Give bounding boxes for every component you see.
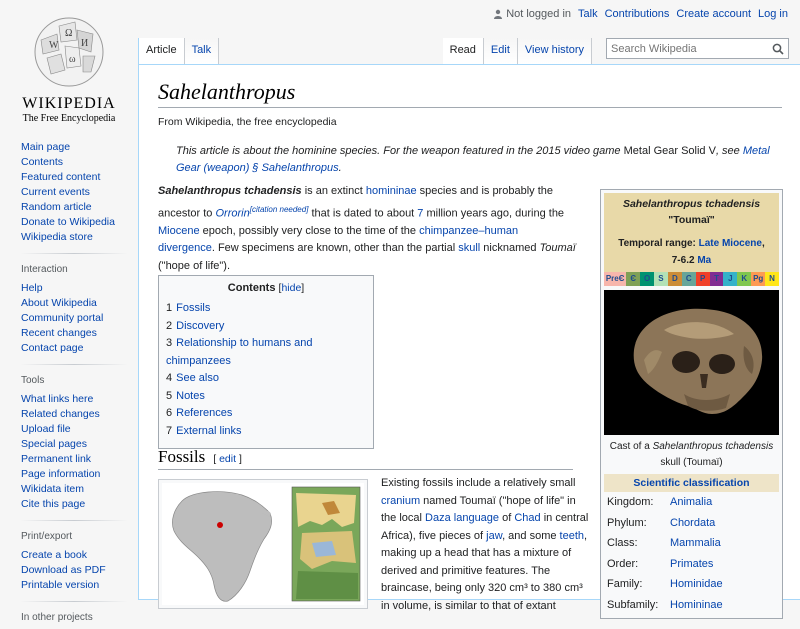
sidebar-item-random-article[interactable]: Random article xyxy=(21,201,92,213)
taxonomy-row xyxy=(604,513,779,534)
link-divergence[interactable]: chimpanzee–human divergence xyxy=(158,224,519,255)
sidebar-item-store[interactable]: Wikipedia store xyxy=(21,231,93,243)
personal-tools xyxy=(493,8,788,20)
geologic-timeline xyxy=(604,272,779,286)
hatnote-text: , see xyxy=(715,145,743,157)
talk-link[interactable]: Talk xyxy=(578,8,598,20)
sidebar-print-list xyxy=(0,548,138,593)
sidebar-item-permanent-link[interactable]: Permanent link xyxy=(21,453,92,465)
toc-item[interactable] xyxy=(166,318,366,336)
toc-link-see-also[interactable]: See also xyxy=(176,372,219,384)
svg-text:И: И xyxy=(81,38,89,49)
skull-cast-image[interactable] xyxy=(604,290,779,435)
sidebar-heading-tools: Tools xyxy=(21,375,45,386)
sidebar-item-cite-this-page[interactable]: Cite this page xyxy=(21,498,86,510)
sidebar-item-main-page[interactable]: Main page xyxy=(21,141,71,153)
svg-text:W: W xyxy=(49,40,59,51)
toc-number: 6 xyxy=(166,407,173,419)
fossils-text: in central Africa), five pieces of xyxy=(381,512,589,542)
view-tabs xyxy=(443,38,592,64)
toc-link-relationship[interactable]: Relationship to humans and chimpanzees xyxy=(166,337,313,367)
taxonomy-rank: Kingdom: xyxy=(607,496,654,509)
sidebar-heading-interaction: Interaction xyxy=(21,264,68,275)
sidebar-item-related-changes[interactable]: Related changes xyxy=(21,408,100,420)
timeline-carboniferous[interactable]: C xyxy=(682,272,696,286)
taxonomy-value-link[interactable]: Primates xyxy=(670,557,714,570)
tab-article[interactable]: Article xyxy=(138,38,185,64)
fossils-text: , and some xyxy=(502,529,560,542)
fossils-text: named Toumaï ("hope of life" in the local xyxy=(381,494,576,524)
toc-item[interactable] xyxy=(166,300,366,318)
infobox-species: Sahelanthropus tchadensis xyxy=(622,198,761,210)
sidebar-tools-list xyxy=(0,392,138,512)
sidebar-item-wikidata-item[interactable]: Wikidata item xyxy=(21,483,85,495)
site-subtitle: From Wikipedia, the free encyclopedia xyxy=(158,116,337,128)
toc-link-references[interactable]: References xyxy=(176,407,233,419)
late-miocene-link[interactable]: Late Miocene xyxy=(698,238,762,249)
lead-text: that is dated to about xyxy=(308,207,418,220)
tagline: The Free Encyclopedia xyxy=(22,113,116,124)
sidebar-heading-other-projects: In other projects xyxy=(21,612,93,623)
caption-text: Cast of a xyxy=(609,441,653,452)
create-account-link[interactable]: Create account xyxy=(676,8,752,20)
tab-edit[interactable]: Edit xyxy=(484,38,518,64)
contributions-link[interactable]: Contributions xyxy=(604,8,670,20)
image-caption xyxy=(604,435,779,474)
toc-number: 2 xyxy=(166,319,173,332)
africa-map-image xyxy=(162,483,364,605)
timeline-cambrian[interactable]: Є xyxy=(626,272,640,286)
timeline-jurassic[interactable]: J xyxy=(723,272,737,286)
temporal-range-value: 7-6.2 xyxy=(671,255,698,266)
sidebar-item-what-links-here[interactable]: What links here xyxy=(21,393,94,405)
toc-title-row: Contents [hide] xyxy=(227,282,305,294)
toc-hide-toggle[interactable]: hide xyxy=(281,282,302,294)
toumai-name: Toumaï xyxy=(539,242,576,255)
lead-text: nicknamed xyxy=(480,242,540,255)
temporal-range-label: Temporal range: xyxy=(618,238,699,249)
taxonomy-row xyxy=(604,492,779,513)
section-edit-link[interactable]: edit xyxy=(219,453,237,465)
toc-link-discovery[interactable]: Discovery xyxy=(176,319,225,332)
taxonomy-table xyxy=(604,492,779,615)
hatnote xyxy=(176,143,782,177)
scientific-classification-header[interactable] xyxy=(604,474,779,492)
sidebar-item-create-book[interactable]: Create a book xyxy=(21,549,87,561)
fossils-paragraph xyxy=(381,475,589,615)
taxonomy-rank: Family: xyxy=(607,578,643,591)
page-title: Sahelanthropus xyxy=(158,79,782,108)
timeline-triassic[interactable]: T xyxy=(710,272,724,286)
sidebar-item-contact[interactable]: Contact page xyxy=(21,342,84,354)
tab-talk[interactable]: Talk xyxy=(185,38,220,64)
tab-view-history[interactable]: View history xyxy=(518,38,592,64)
sidebar-main-list xyxy=(0,140,138,245)
search-icon[interactable] xyxy=(772,43,784,55)
taxonomy-value-link[interactable]: Hominidae xyxy=(670,578,723,591)
toc-link-external-links[interactable]: External links xyxy=(176,424,242,437)
toc-number: 7 xyxy=(166,424,173,437)
link-orrorin[interactable]: Orrorin xyxy=(215,207,250,220)
sidebar-item-recent-changes[interactable]: Recent changes xyxy=(21,327,97,339)
sidebar-interaction-list xyxy=(0,281,138,356)
sidebar-item-about[interactable]: About Wikipedia xyxy=(21,297,97,309)
hatnote-link[interactable]: Metal Gear (weapon) § Sahelanthropus xyxy=(176,145,770,174)
lead-paragraph xyxy=(158,183,578,275)
fossils-text: , making up a head that has a mixture of derived and primitive features. The braincase, being only 320 cm³ to 380 cm³ in volume, is similar to that of extant xyxy=(381,529,588,612)
lead-text: epoch, possibly very close to the time of the xyxy=(199,224,420,237)
wordmark: WIKIPEDIA xyxy=(22,95,116,112)
user-icon xyxy=(493,9,503,19)
link-cranium[interactable]: cranium xyxy=(381,494,421,507)
sidebar-item-printable-version[interactable]: Printable version xyxy=(21,579,100,591)
link-7[interactable]: 7 xyxy=(417,207,424,220)
link-jaw[interactable]: jaw xyxy=(486,529,503,542)
sidebar xyxy=(0,140,138,629)
toc-number: 3 xyxy=(166,337,173,349)
scientific-classification-link[interactable]: Scientific classification xyxy=(633,477,750,489)
timeline-devonian[interactable]: D xyxy=(668,272,682,286)
namespace-tabs xyxy=(138,38,219,64)
sidebar-item-donate[interactable]: Donate to Wikipedia xyxy=(21,216,115,228)
link-teeth[interactable]: teeth xyxy=(559,529,585,542)
link-chad[interactable]: Chad xyxy=(514,512,541,524)
sidebar-item-download-pdf[interactable]: Download as PDF xyxy=(21,564,106,576)
sidebar-item-page-information[interactable]: Page information xyxy=(21,468,101,480)
lead-text: species and is probably the ancestor to xyxy=(158,185,553,220)
infobox xyxy=(600,189,783,619)
sidebar-divider xyxy=(20,601,128,602)
sidebar-item-contents[interactable]: Contents xyxy=(21,156,64,168)
citation-needed-link[interactable]: [citation needed] xyxy=(249,204,309,214)
taxonomy-value-link[interactable]: Animalia xyxy=(670,496,713,509)
wikipedia-globe-icon xyxy=(29,12,109,92)
taxonomy-value-link[interactable]: Chordata xyxy=(670,516,716,529)
toc-item[interactable] xyxy=(166,335,366,370)
toc-item[interactable] xyxy=(166,405,366,423)
temporal-range xyxy=(604,231,779,272)
log-in-link[interactable]: Log in xyxy=(758,8,788,20)
temporal-range-comma: , xyxy=(761,238,765,249)
sidebar-item-upload-file[interactable]: Upload file xyxy=(21,423,71,435)
toc-number: 4 xyxy=(166,372,173,384)
toc-item[interactable] xyxy=(166,370,366,388)
sidebar-item-special-pages[interactable]: Special pages xyxy=(21,438,87,450)
species-name: Sahelanthropus tchadensis xyxy=(158,185,302,197)
ma-link[interactable]: Ma xyxy=(697,255,712,266)
toc-link-notes[interactable]: Notes xyxy=(176,389,205,402)
link-homininae[interactable]: homininae xyxy=(365,185,417,197)
fossils-text: Existing fossils include a relatively small xyxy=(381,477,576,489)
map-thumbnail[interactable] xyxy=(158,479,368,609)
timeline-silurian[interactable]: S xyxy=(654,272,668,286)
sidebar-item-help[interactable]: Help xyxy=(21,282,43,294)
timeline-ordovician[interactable]: O xyxy=(640,272,654,286)
svg-text:ω: ω xyxy=(69,54,76,65)
timeline-neogene[interactable]: N xyxy=(765,272,779,286)
taxonomy-row xyxy=(604,554,779,575)
toc-number: 5 xyxy=(166,389,173,402)
search-box xyxy=(606,38,789,59)
taxonomy-value-link[interactable]: Homininae xyxy=(670,598,723,611)
timeline-paleogene[interactable]: Pg xyxy=(751,272,765,286)
timeline-cretaceous[interactable]: K xyxy=(737,272,751,286)
hatnote-text: . xyxy=(338,162,342,174)
lead-text: ("hope of life"). xyxy=(158,259,231,272)
toc-list xyxy=(166,300,366,440)
taxonomy-rank: Order: xyxy=(607,557,639,570)
toc-link-fossils[interactable]: Fossils xyxy=(176,302,211,314)
fossils-text: of xyxy=(499,512,515,524)
toc-number: 1 xyxy=(166,302,173,314)
svg-text:Ω: Ω xyxy=(65,28,73,39)
sidebar-item-featured-content[interactable]: Featured content xyxy=(21,171,101,183)
not-logged-in-text: Not logged in xyxy=(506,8,572,20)
section-heading-fossils: Fossils [ edit ] xyxy=(158,447,573,470)
hatnote-game: Metal Gear Solid V xyxy=(623,145,716,157)
taxonomy-rank: Class: xyxy=(607,537,638,550)
toc-title: Contents xyxy=(227,282,276,294)
sidebar-divider xyxy=(20,253,128,254)
sidebar-divider xyxy=(20,364,128,365)
hatnote-text: This article is about the hominine species. For the weapon featured in the 2015 video game xyxy=(176,145,624,157)
tab-read[interactable]: Read xyxy=(443,38,484,64)
caption-text: skull (Toumaï) xyxy=(660,457,723,468)
taxonomy-rank: Subfamily: xyxy=(607,598,659,611)
search-input[interactable] xyxy=(611,43,771,55)
lead-text: is an extinct xyxy=(301,185,366,197)
wikipedia-logo[interactable] xyxy=(0,0,138,130)
sidebar-item-current-events[interactable]: Current events xyxy=(21,186,90,198)
link-daza-language[interactable]: Daza language xyxy=(425,512,500,524)
taxonomy-value-link[interactable]: Mammalia xyxy=(670,537,721,550)
taxonomy-rank: Phylum: xyxy=(607,516,647,529)
infobox-title xyxy=(604,193,779,231)
timeline-permian[interactable]: P xyxy=(696,272,710,286)
sidebar-heading-print: Print/export xyxy=(21,531,73,542)
sidebar-divider xyxy=(20,520,128,521)
timeline-precambrian[interactable]: PreЄ xyxy=(604,272,626,286)
infobox-nickname: "Toumaï" xyxy=(668,214,715,226)
taxonomy-row xyxy=(604,574,779,595)
link-skull[interactable]: skull xyxy=(458,242,481,255)
caption-species: Sahelanthropus tchadensis xyxy=(652,441,774,452)
lead-text: million years ago, during the xyxy=(423,207,565,220)
toc-item[interactable] xyxy=(166,388,366,406)
sidebar-item-community-portal[interactable]: Community portal xyxy=(21,312,104,324)
table-of-contents xyxy=(158,275,374,449)
taxonomy-row xyxy=(604,533,779,554)
lead-text: . Few specimens are known, other than the partial xyxy=(211,242,459,255)
link-miocene[interactable]: Miocene xyxy=(158,224,200,237)
not-logged-in xyxy=(493,8,571,20)
article-content xyxy=(138,64,800,612)
section-title: Fossils xyxy=(158,447,206,466)
toc-item[interactable] xyxy=(166,423,366,441)
taxonomy-row xyxy=(604,595,779,616)
